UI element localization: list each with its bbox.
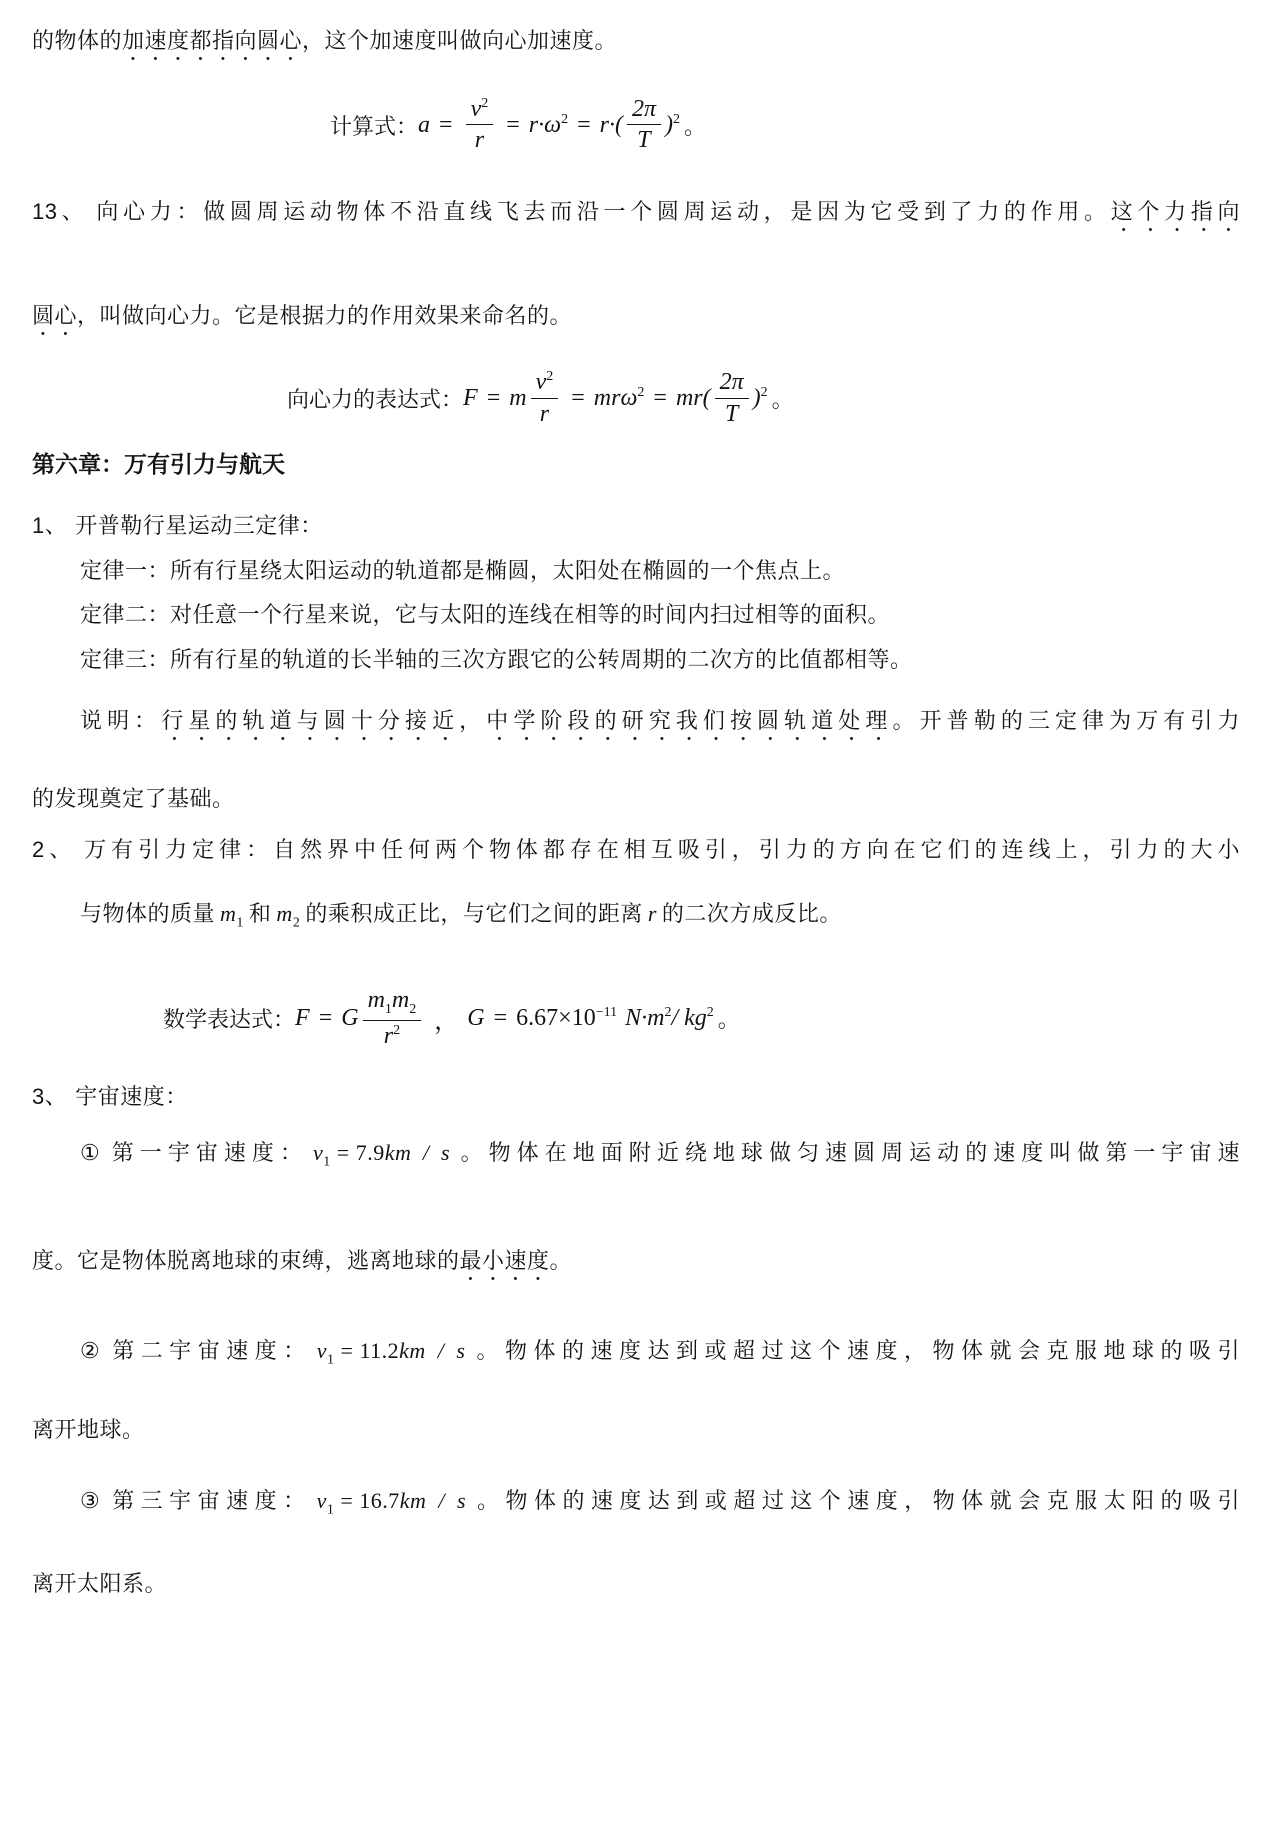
fraction-numerator: 2π	[631, 96, 656, 122]
text-segment: 说明：	[80, 707, 162, 733]
para-gravitation-cont	[32, 898, 1240, 938]
math-var: G	[467, 1004, 485, 1031]
number: 6.67×10	[516, 1004, 596, 1031]
superscript: 2	[672, 111, 680, 127]
para-kepler-note-cont: 的发现奠定了基础。	[32, 785, 235, 811]
emphasized-text: 这个力指向	[1110, 199, 1240, 225]
para-kepler-law3: 定律三：所有行星的轨道的长半轴的三次方跟它的公转周期的二次方的比值都相等。	[80, 646, 913, 672]
text-segment: 度。它是物体脱离地球的束缚，逃离地球的	[32, 1248, 460, 1274]
fraction-denominator	[363, 1020, 422, 1049]
unit: km / s	[399, 1487, 467, 1513]
superscript: 2	[637, 385, 645, 401]
math-var: a	[418, 111, 431, 138]
emphasized-text: 最小速度	[459, 1248, 550, 1274]
number: 16.7	[359, 1487, 400, 1513]
fraction-numerator	[531, 370, 559, 397]
period: 。	[717, 1006, 740, 1032]
item-number: 2、	[32, 836, 77, 862]
fraction	[627, 97, 661, 153]
superscript: 2	[760, 385, 768, 401]
fraction	[715, 370, 749, 426]
para-first-cosmic-velocity	[32, 1137, 1240, 1177]
subscript: 1	[327, 1352, 335, 1368]
superscript: 2	[393, 1022, 401, 1038]
para-third-cosmic-velocity-cont: 离开太阳系。	[32, 1570, 168, 1596]
equals-sign: =	[571, 385, 585, 412]
math-distance: r	[647, 900, 657, 926]
item-number: 3、	[32, 1083, 68, 1109]
unit: km / s	[384, 1139, 451, 1165]
subscript: 2	[409, 1001, 417, 1017]
math-var: m	[509, 385, 527, 412]
para-centripetal-force	[32, 196, 1240, 236]
text-segment: 和	[248, 900, 272, 926]
chapter-heading: 第六章：万有引力与航天	[32, 450, 285, 477]
superscript: 2	[481, 96, 489, 111]
superscript: 2	[664, 1004, 672, 1020]
text-segment: ，叫做向心力。它是根据力的作用效果来命名的。	[77, 303, 573, 329]
text-segment: 。开普勒的三定律为万有引力	[892, 707, 1240, 733]
fraction-numerator	[466, 97, 494, 124]
math-var: G	[341, 1004, 359, 1031]
fraction	[466, 97, 494, 153]
formula-label: 向心力的表达式：	[287, 387, 464, 413]
equals-sign: =	[493, 1004, 508, 1031]
text-segment: 第三宇宙速度：	[112, 1487, 312, 1513]
text-segment: 。	[549, 1248, 573, 1274]
fraction-numerator: 2π	[719, 369, 744, 396]
formula-label: 数学表达式：	[163, 1006, 296, 1032]
para-second-cosmic-velocity	[32, 1335, 1240, 1375]
math-var: v	[535, 369, 547, 396]
text-segment: 。物体的速度达到或超过这个速度，物体就会克服太阳的吸引	[471, 1487, 1240, 1513]
comma: ，	[434, 1008, 459, 1035]
formula-gravitation	[163, 988, 1240, 1049]
text-segment: 的物体的	[32, 28, 123, 53]
equals-sign: =	[653, 385, 667, 412]
para-cosmic-title	[32, 1081, 1240, 1112]
math-var: m	[220, 900, 237, 926]
math-mass1	[220, 900, 244, 931]
math-var: m	[367, 987, 385, 1014]
math-term	[529, 112, 568, 139]
math-term: mr(	[675, 385, 711, 412]
fraction	[363, 988, 422, 1049]
subscript: 2	[292, 915, 301, 931]
emphasized-text: 行星的轨道与圆十分接近，中学阶段的研究我们按圆轨道处理	[161, 707, 893, 733]
para-kepler-title	[32, 510, 1240, 541]
superscript: 2	[546, 369, 554, 385]
para-kepler-note	[32, 705, 1240, 745]
emphasized-text: 加速度都指向圆心	[122, 28, 303, 53]
math-term	[753, 385, 768, 412]
formula-expression	[463, 370, 768, 426]
fraction	[531, 370, 559, 426]
para-centripetal-force-cont	[32, 300, 1240, 340]
text-segment: 的二次方成反比。	[661, 900, 842, 926]
math-velocity	[316, 1338, 466, 1368]
para-gravitation	[32, 834, 1240, 865]
math-var: v	[316, 1487, 327, 1513]
math-term	[665, 112, 680, 139]
text-segment: 的乘积成正比，与它们之间的距离	[305, 900, 643, 926]
text-segment: ，这个加速度叫做向心加速度。	[302, 28, 618, 53]
math-term	[594, 385, 645, 412]
text-segment: 宇宙速度：	[75, 1083, 188, 1109]
text-segment: 与物体的质量	[80, 900, 216, 926]
circled-number: ③	[80, 1487, 107, 1513]
subscript: 1	[326, 1501, 335, 1517]
equals-sign: =	[340, 1487, 354, 1513]
math-term: r·(	[599, 111, 623, 138]
para-second-cosmic-velocity-cont: 离开地球。	[32, 1416, 145, 1442]
formula-label: 计算式：	[330, 113, 419, 139]
superscript: 2	[706, 1004, 714, 1020]
para-kepler-law1: 定律一：所有行星绕太阳运动的轨道都是椭圆，太阳处在椭圆的一个焦点上。	[80, 557, 846, 583]
closing-paren: )	[752, 385, 761, 412]
equals-sign: =	[486, 385, 501, 412]
formula-centripetal-acceleration	[330, 97, 1240, 153]
equals-sign: =	[318, 1004, 333, 1031]
math-var: F	[295, 1004, 310, 1031]
math-var: m	[391, 987, 410, 1014]
fraction-denominator: r	[466, 124, 494, 153]
math-value	[516, 1005, 617, 1032]
text-segment: 第二宇宙速度：	[112, 1338, 312, 1364]
circled-number: ①	[80, 1139, 106, 1165]
para-third-cosmic-velocity	[32, 1485, 1240, 1525]
emphasized-text: 圆心	[32, 303, 78, 329]
subscript: 1	[323, 1154, 331, 1170]
circled-number: ②	[80, 1338, 107, 1364]
para-kepler-law2: 定律二：对任意一个行星来说，它与太阳的连线在相等的时间内扫过相等的面积。	[80, 601, 891, 627]
number: 7.9	[355, 1139, 385, 1165]
math-var: r	[383, 1022, 394, 1049]
math-var: F	[463, 385, 478, 412]
period: 。	[683, 113, 706, 139]
fraction-denominator: r	[531, 398, 559, 427]
text-segment: 万有引力定律：自然界中任何两个物体都存在相互吸引，引力的方向在它们的连线上，引力的大小	[84, 836, 1240, 862]
math-var: v	[313, 1139, 324, 1165]
math-var: mrω	[593, 385, 638, 412]
subscript: 1	[384, 1001, 392, 1017]
equals-sign: =	[439, 111, 453, 138]
math-velocity	[313, 1139, 451, 1170]
text-segment: 向心力：做圆周运动物体不沿直线飞去而沿一个圆周运动，是因为它受到了力的作用。	[96, 199, 1111, 225]
para-first-cosmic-velocity-cont	[32, 1245, 1240, 1285]
math-velocity	[316, 1487, 467, 1517]
unit: km / s	[399, 1338, 466, 1364]
fraction-numerator	[363, 988, 422, 1019]
period: 。	[771, 387, 794, 413]
fraction-denominator: T	[627, 124, 661, 153]
text-segment: 第一宇宙速度：	[111, 1139, 308, 1165]
equals-sign: =	[336, 1139, 350, 1165]
item-number: 13、	[32, 199, 89, 225]
math-mass2	[276, 900, 301, 931]
number: 11.2	[359, 1338, 400, 1364]
item-number: 1、	[32, 512, 68, 538]
text-segment: 。物体在地面附近绕地球做匀速圆周运动的速度叫做第一宇宙速	[455, 1139, 1240, 1165]
math-var: r·ω	[528, 111, 562, 138]
superscript: 2	[561, 111, 569, 127]
unit: N·m	[625, 1004, 665, 1031]
closing-paren: )	[664, 111, 673, 138]
equals-sign: =	[340, 1338, 354, 1364]
para-centripetal-acceleration	[32, 25, 1240, 65]
fraction-denominator: T	[715, 398, 749, 427]
unit: / kg	[671, 1004, 707, 1031]
math-var: v	[470, 96, 482, 122]
math-var: m	[276, 900, 293, 926]
formula-centripetal-force	[287, 370, 1240, 426]
equals-sign: =	[577, 111, 591, 138]
superscript: −11	[595, 1004, 618, 1020]
text-segment: 。物体的速度达到或超过这个速度，物体就会克服地球的吸引	[470, 1338, 1240, 1364]
subscript: 1	[236, 915, 244, 931]
equals-sign: =	[506, 111, 520, 138]
math-var: v	[316, 1338, 328, 1364]
formula-expression	[418, 97, 680, 153]
text-segment: 开普勒行星运动三定律：	[75, 512, 323, 538]
math-units	[625, 1005, 714, 1032]
formula-expression	[295, 988, 714, 1049]
